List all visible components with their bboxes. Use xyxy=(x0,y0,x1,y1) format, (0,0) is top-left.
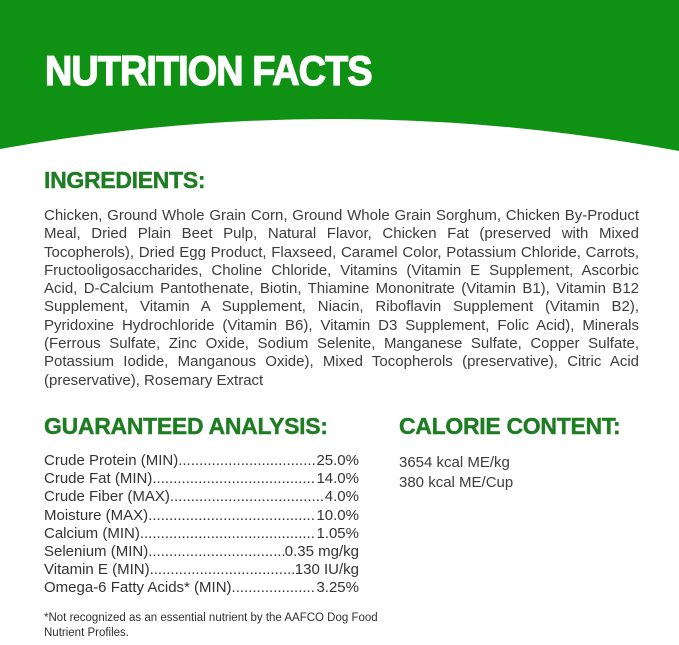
dot-leader xyxy=(178,452,316,470)
ingredients-section xyxy=(44,167,639,390)
calorie-line-kg: 3654 kcal ME/kg xyxy=(399,454,510,471)
ingredients-heading: INGREDIENTS: xyxy=(44,167,206,193)
analysis-row xyxy=(44,507,359,525)
analysis-row xyxy=(44,543,359,561)
analysis-row xyxy=(44,525,359,543)
analysis-row-label: Crude Fiber (MAX) xyxy=(44,488,170,506)
dot-leader xyxy=(148,507,316,525)
analysis-row-label: Crude Fat (MIN) xyxy=(44,470,153,488)
analysis-row xyxy=(44,470,359,488)
analysis-row-label: Calcium (MIN) xyxy=(44,524,140,542)
calorie-content-section xyxy=(399,413,644,492)
dot-leader xyxy=(148,543,285,561)
guaranteed-analysis-section xyxy=(44,413,359,598)
analysis-row xyxy=(44,579,359,597)
analysis-row-value: 10.0% xyxy=(316,506,359,524)
dot-leader xyxy=(232,579,317,597)
dot-leader xyxy=(170,488,325,506)
dot-leader xyxy=(140,525,317,543)
analysis-row-label: Selenium (MIN) xyxy=(44,543,149,561)
dot-leader xyxy=(152,470,316,488)
footnote-text: *Not recognized as an essential nutrient by the AAFCO Dog Food Nutrient Profiles. xyxy=(44,612,378,639)
analysis-row-value: 4.0% xyxy=(324,488,359,506)
calorie-content-heading: CALORIE CONTENT: xyxy=(399,413,621,439)
analysis-row xyxy=(44,561,359,579)
analysis-row-label: Vitamin E (MIN) xyxy=(44,561,150,579)
analysis-row-label: Omega-6 Fatty Acids* (MIN) xyxy=(44,579,232,597)
analysis-row-value: 130 IU/kg xyxy=(294,561,359,579)
analysis-row-value: 14.0% xyxy=(316,470,359,488)
calorie-line-cup: 380 kcal ME/Cup xyxy=(399,473,514,491)
analysis-row xyxy=(44,488,359,506)
dot-leader xyxy=(150,561,295,579)
analysis-row-label: Crude Protein (MIN) xyxy=(44,452,179,469)
page-title: NUTRITION FACTS xyxy=(45,47,372,94)
analysis-row xyxy=(44,452,359,470)
ingredients-text: Chicken, Ground Whole Grain Corn, Ground Whole Grain Sorghum, Chicken By-Product Meal, Dried Plain Beet Pulp, Natural Flavor, Chicken Fat (preserved with Mixed Tocopherols), Dried Egg Product, Flaxseed, Caramel Color, Potassium Chloride, Carrots, Fructooligosaccharides, Choline Chloride, Vitamins (Vitamin E Supplement, Ascorbic Acid, D-Calcium Pantothenate, Biotin, Thiamine Mononitrate (Vitamin B1), Vitamin B12 Supplement, Vitamin A Supplement, Niacin, Riboflavin Supplement (Vitamin B2), Pyridoxine Hydrochloride (Vitamin B6), Vitamin D3 Supplement, Folic Acid), Minerals (Ferrous Sulfate, Zinc Oxide, Sodium Selenite, Manganese Sulfate, Copper Sulfate, Potassium Iodide, Manganous Oxide), Mixed Tocopherols (preservative), Citric Acid (preservative), Rosemary Extract xyxy=(44,207,639,389)
analysis-row-value: 25.0% xyxy=(316,452,359,469)
nutrition-facts-banner xyxy=(0,0,679,152)
analysis-row-label: Moisture (MAX) xyxy=(44,506,149,524)
analysis-row-value: 0.35 mg/kg xyxy=(284,543,359,561)
guaranteed-analysis-heading: GUARANTEED ANALYSIS: xyxy=(44,413,328,439)
analysis-row-value: 1.05% xyxy=(316,524,359,542)
analysis-row-value: 3.25% xyxy=(316,579,359,597)
